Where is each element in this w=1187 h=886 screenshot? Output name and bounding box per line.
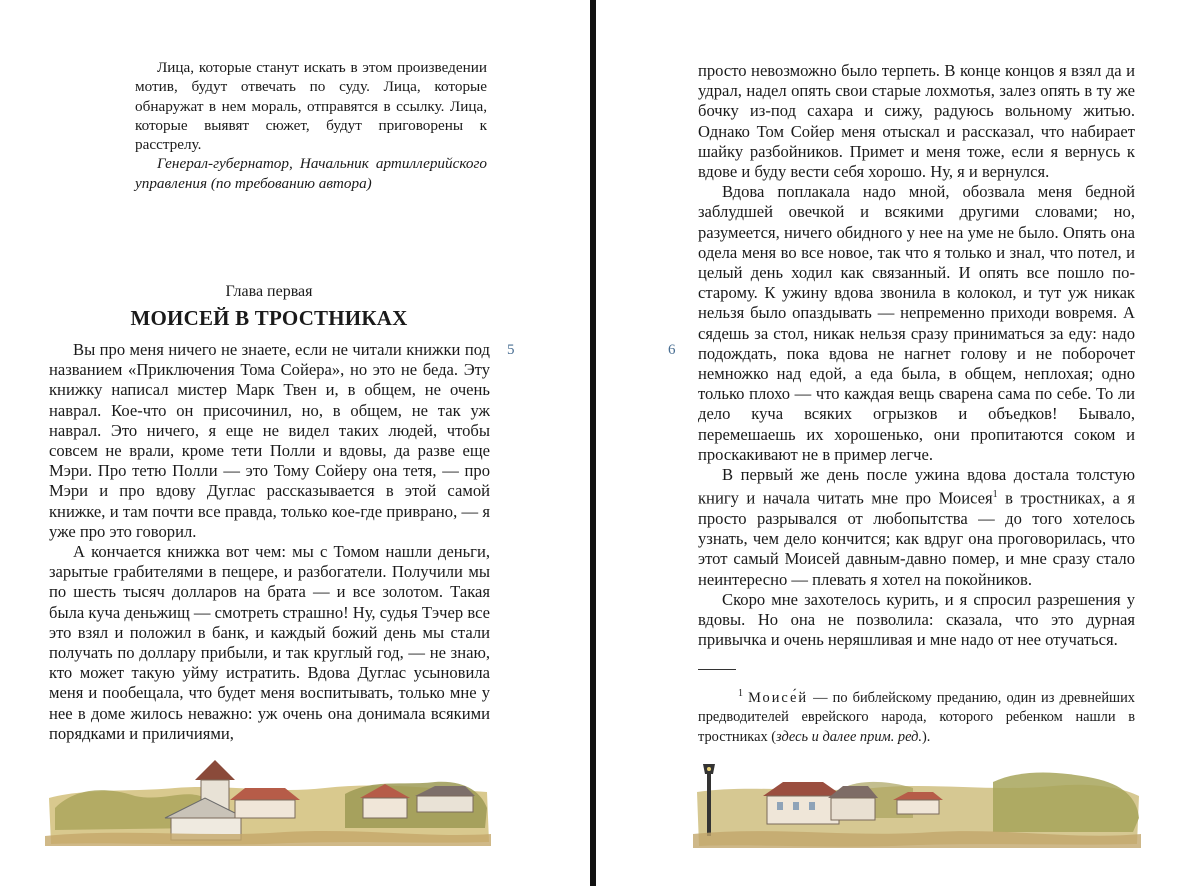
chapter-label: Глава первая	[225, 283, 313, 300]
village-illustration-left	[45, 758, 491, 846]
footnote-end: ).	[922, 728, 931, 745]
moses-text-after: в тростниках, а я просто разрывался от любопытства — до того хотелось узнать, чем дело кончится; как вдруг она проговорилась, что этот самый Моисей давным-давно помер, и мне сразу стало неинтересно — плевать я хотел на покойников.	[698, 488, 1135, 589]
paragraph: А кончается книжка вот чем: мы с Томом нашли деньги, зарытые грабителями в пещере, и разбогатели. Получили мы по шесть тысяч долларов на брата — и все золотом. Такая была куча деньжищ — смотреть страшно! Ну, судья Тэчер все это взял и положил в банк, и каждый божий день мы стали получать по доллару прибыли, и так круглый год, — не знаю, кто может такую уйму истратить. Вдова Дуглас усыновила меня и пообещала, что будет меня воспитывать, только мне у нее в доме жилось неважно: уж очень она донимала всякими порядками и приличиями,	[49, 542, 490, 743]
moses-text-before: В первый же день после ужина вдова достала толстую книгу и начала читать мне про Моисея	[698, 465, 1135, 508]
footnote-divider	[698, 669, 736, 670]
epigraph	[135, 58, 487, 193]
village-illustration-right	[693, 758, 1141, 848]
left-body-text	[49, 340, 490, 744]
footnote-text: — по библейскому преданию, один из древнейших предводителей еврейского народа, которого ребенком нашли в тростниках (	[698, 689, 1135, 745]
paragraph: Вдова поплакала надо мной, обозвала меня бедной заблудшей овечкой и всякими другими словами; но, разумеется, ничего обидного у нее на уме не было. Опять она одела меня во все новое, так что я только и знал, что потел, и целый день ходил как связанный. И опять все пошло по-старому. К ужину вдова звонила в колокол, и тут уж никак нельзя было опаздывать — непременно приходи вовремя. А сядешь за стол, никак нельзя сразу приниматься за еду: надо подождать, пока вдова не нагнет голову и не поборочет немножко над едой, а еда была, в общем, неплохая; одно только плохо — что каждая вещь сварена сама по себе. То ли дело куча всяких огрызков и объедков! Бывало, перемешаешь их хорошенько, они пропитаются соком и проскакивают не в пример легче.	[698, 182, 1135, 464]
chapter-title: МОИСЕЙ В ТРОСТНИКАХ	[130, 306, 408, 330]
paragraph: Скоро мне захотелось курить, и я спросил разрешения у вдовы. Но она не позволила: сказала, что это дурная привычка и очень неряшливая и мне надо от нее отучаться.	[698, 589, 1135, 650]
paragraph-moses	[698, 465, 1135, 590]
left-page	[0, 0, 590, 886]
footnote-reference: 1	[992, 489, 998, 501]
right-body-text	[698, 61, 1135, 650]
footnote-term: Моисе́й	[748, 689, 809, 706]
page-number-right: 6	[668, 342, 676, 358]
footnote-number: 1	[738, 688, 743, 699]
footnote	[698, 684, 1135, 747]
footnote-italic: здесь и далее прим. ред.	[776, 728, 922, 745]
paragraph: Вы про меня ничего не знаете, если не читали книжки под названием «Приключения Тома Сойера», но это не беда. Эту книжку написал мистер Марк Твен и, в общем, не очень наврал. Кое-что он присочинил, но, в общем, не так уж наврал. Это ничего, я еще не видел таких людей, чтобы совсем не врали, кроме тети Полли и вдовы, да разве еще Мэри. Про тетю Полли — это Тому Сойеру она тетя, — про Мэри и про вдову Дуглас рассказывается в этой самой книжке, и там почти все правда, только кое-где приврано, — я уже про это говорил.	[49, 340, 490, 541]
epigraph-signature: Генерал-губернатор, Начальник артиллерийского управления (по требованию автора)	[135, 155, 487, 192]
epigraph-text: Лица, которые станут искать в этом произведении мотив, будут отвечать по суду. Лица, которые обнаружат в нем мораль, отправятся в ссылку. Лица, которые выявят сюжет, будут приговорены к расстрелу.	[135, 59, 487, 154]
paragraph-continuation: просто невозможно было терпеть. В конце концов я взял да и удрал, надел опять свои старые лохмотья, залез опять в ту же бочку из-под сахара и сижу, радуюсь вольному житью. Однако Том Сойер меня отыскал и рассказал, что набирает шайку разбойников. Примет и меня тоже, если я вернусь к вдове и буду вести себя хорошо. Ну, я и вернулся.	[698, 61, 1135, 182]
page-number-left: 5	[507, 342, 515, 358]
